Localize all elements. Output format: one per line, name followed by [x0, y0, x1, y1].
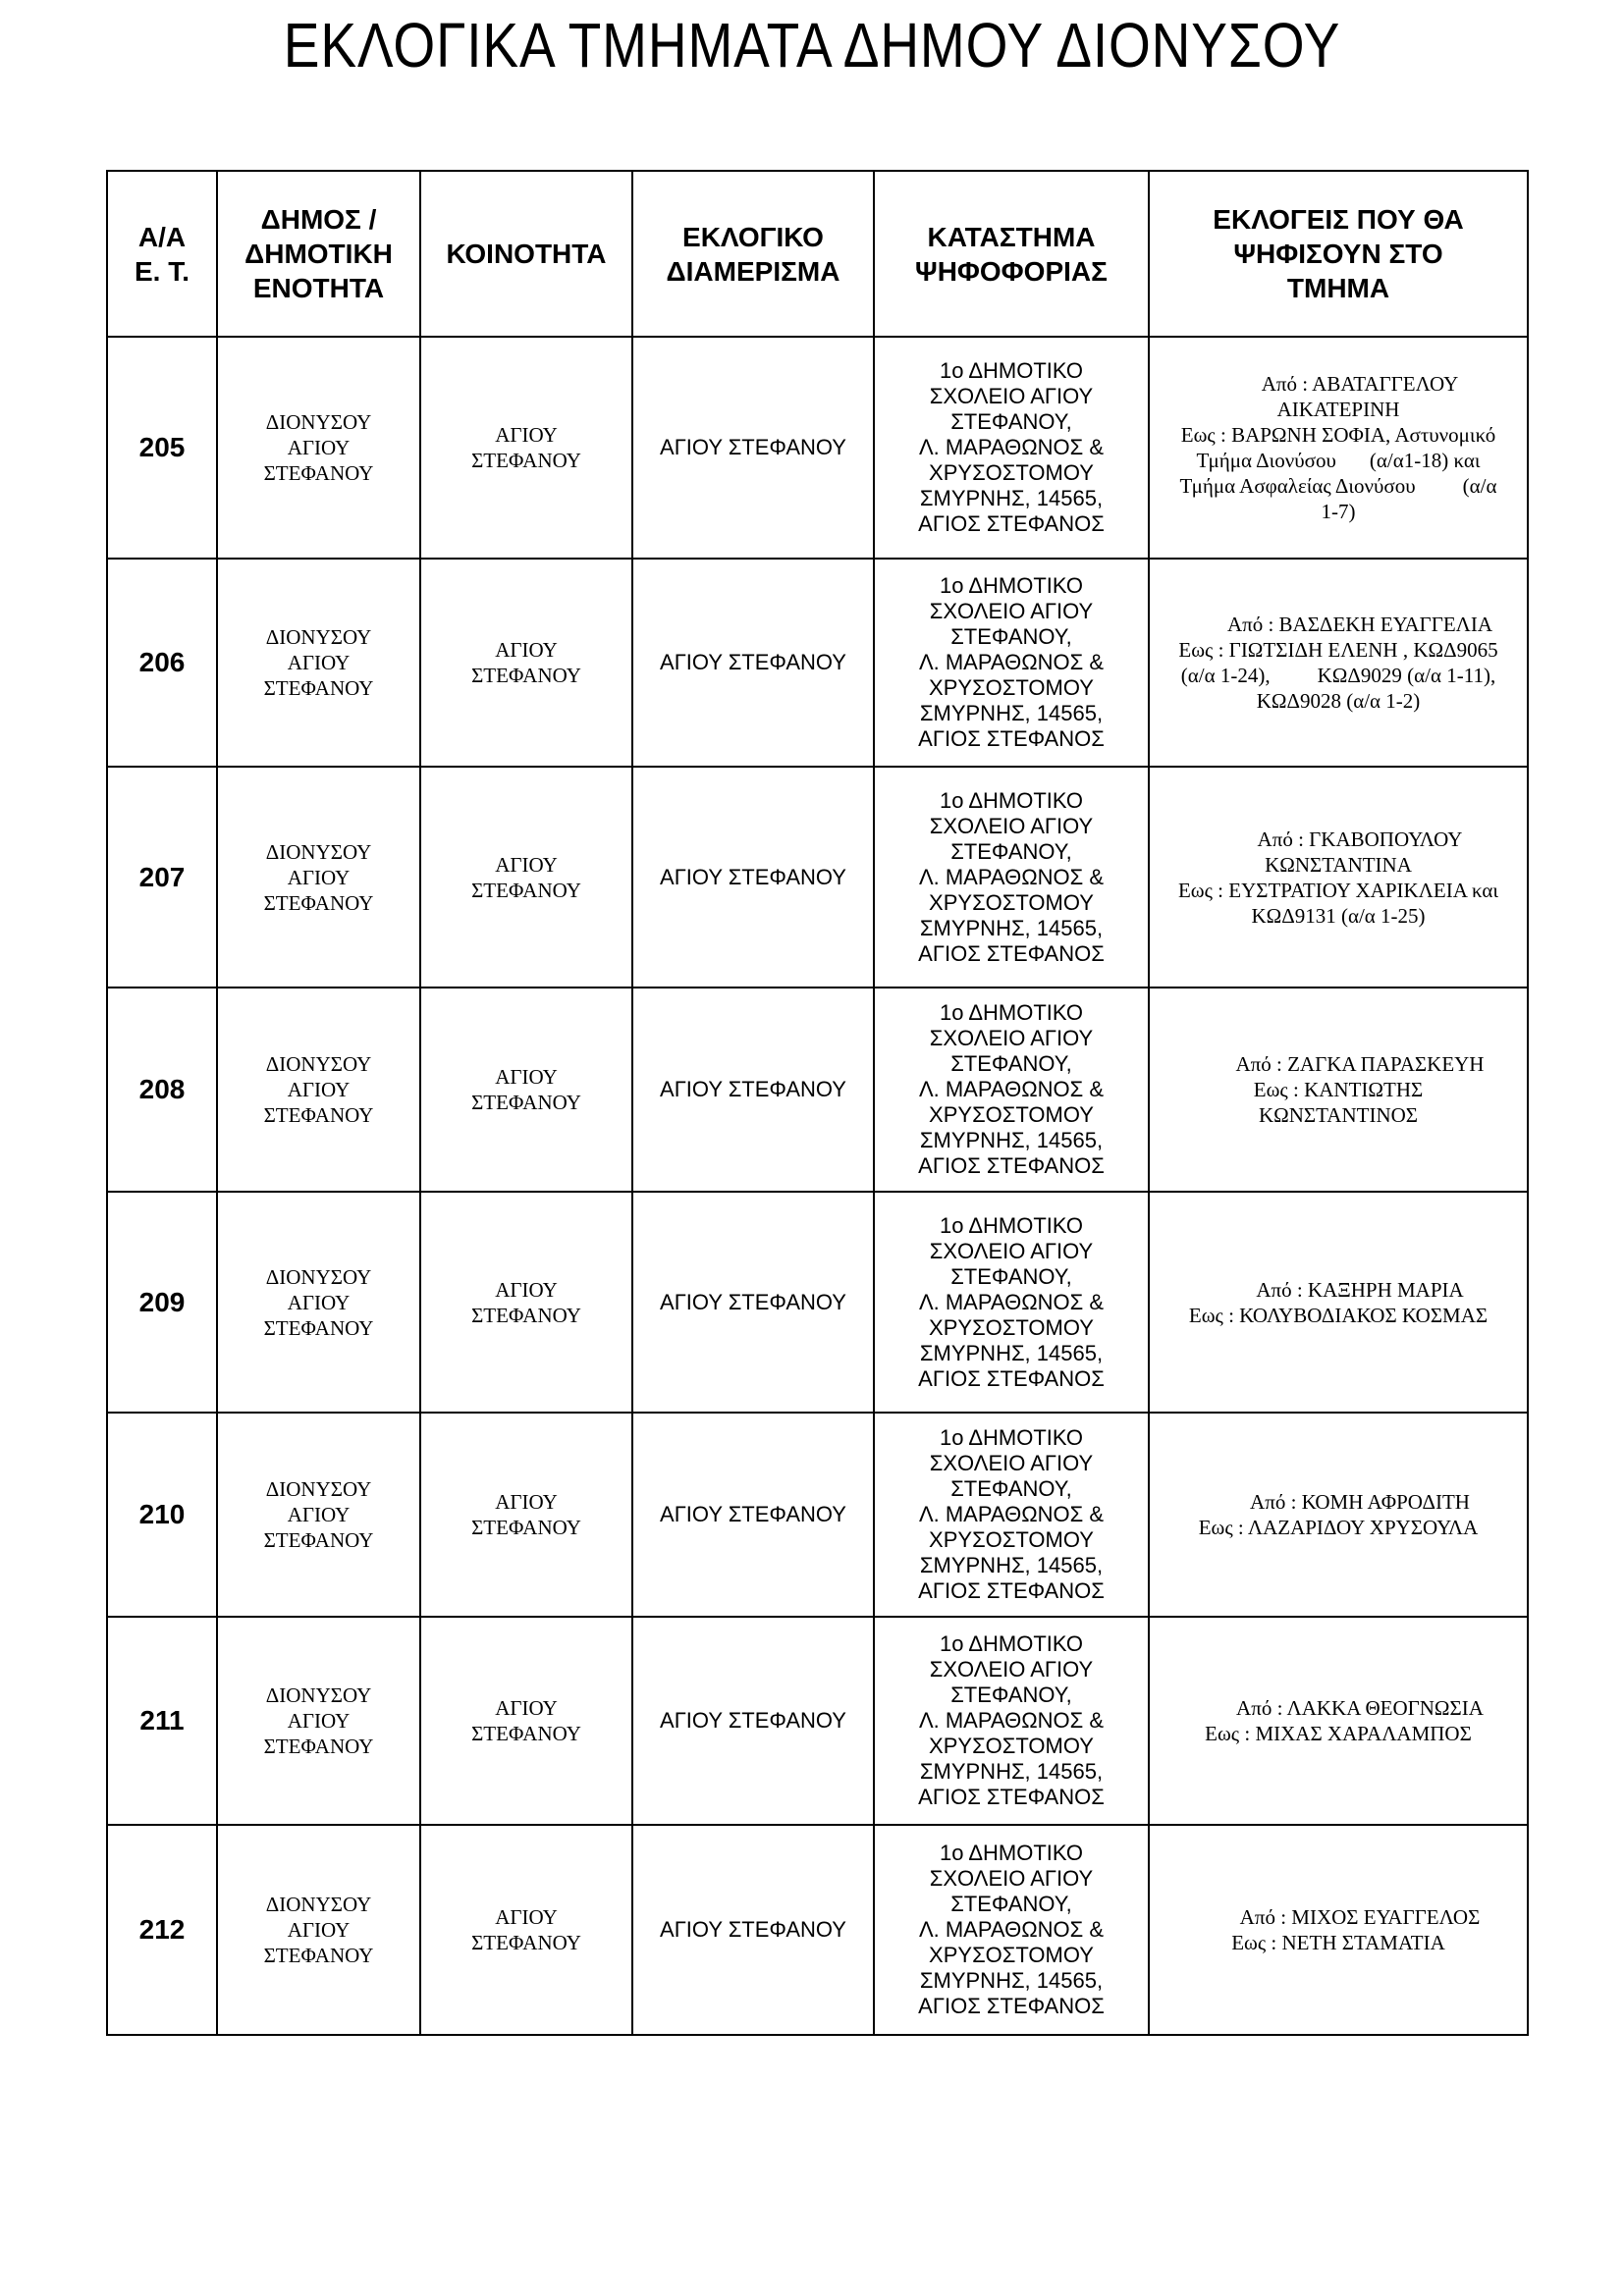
- dimos-cell: ΔΙΟΝΥΣΟΥ ΑΓΙΟΥ ΣΤΕΦΑΝΟΥ: [217, 1192, 420, 1413]
- voters-cell: Από : ΖΑΓΚΑ ΠΑΡΑΣΚΕΥΗ Εως : ΚΑΝΤΙΩΤΗΣ ΚΩΝΣΤΑΝΤΙΝΟΣ: [1149, 988, 1528, 1192]
- koinotita-cell: ΑΓΙΟΥ ΣΤΕΦΑΝΟΥ: [420, 1825, 632, 2035]
- section-number: 206: [107, 559, 217, 767]
- dimos-cell: ΔΙΟΝΥΣΟΥ ΑΓΙΟΥ ΣΤΕΦΑΝΟΥ: [217, 988, 420, 1192]
- section-number: 211: [107, 1617, 217, 1825]
- koinotita-cell: ΑΓΙΟΥ ΣΤΕΦΑΝΟΥ: [420, 559, 632, 767]
- dimos-cell: ΔΙΟΝΥΣΟΥ ΑΓΙΟΥ ΣΤΕΦΑΝΟΥ: [217, 559, 420, 767]
- katastima-cell: 1ο ΔΗΜΟΤΙΚΟ ΣΧΟΛΕΙΟ ΑΓΙΟΥ ΣΤΕΦΑΝΟΥ, Λ. ΜΑΡΑΘΩΝΟΣ & ΧΡΥΣΟΣΤΟΜΟΥ ΣΜΥΡΝΗΣ, 14565, ΑΓΙΟΣ ΣΤΕΦΑΝΟΣ: [874, 559, 1149, 767]
- section-number: 210: [107, 1413, 217, 1617]
- dimos-cell: ΔΙΟΝΥΣΟΥ ΑΓΙΟΥ ΣΤΕΦΑΝΟΥ: [217, 1413, 420, 1617]
- dimos-cell: ΔΙΟΝΥΣΟΥ ΑΓΙΟΥ ΣΤΕΦΑΝΟΥ: [217, 1617, 420, 1825]
- koinotita-cell: ΑΓΙΟΥ ΣΤΕΦΑΝΟΥ: [420, 988, 632, 1192]
- table-row: [107, 988, 1528, 1192]
- section-number: 208: [107, 988, 217, 1192]
- diamerisma-cell: ΑΓΙΟΥ ΣΤΕΦΑΝΟΥ: [632, 1825, 874, 2035]
- katastima-cell: 1ο ΔΗΜΟΤΙΚΟ ΣΧΟΛΕΙΟ ΑΓΙΟΥ ΣΤΕΦΑΝΟΥ, Λ. ΜΑΡΑΘΩΝΟΣ & ΧΡΥΣΟΣΤΟΜΟΥ ΣΜΥΡΝΗΣ, 14565, ΑΓΙΟΣ ΣΤΕΦΑΝΟΣ: [874, 1192, 1149, 1413]
- diamerisma-cell: ΑΓΙΟΥ ΣΤΕΦΑΝΟΥ: [632, 1617, 874, 1825]
- koinotita-cell: ΑΓΙΟΥ ΣΤΕΦΑΝΟΥ: [420, 1192, 632, 1413]
- table-row: [107, 337, 1528, 559]
- header-diamerisma: ΕΚΛΟΓΙΚΟ ΔΙΑΜΕΡΙΣΜΑ: [632, 171, 874, 337]
- diamerisma-cell: ΑΓΙΟΥ ΣΤΕΦΑΝΟΥ: [632, 559, 874, 767]
- katastima-cell: 1ο ΔΗΜΟΤΙΚΟ ΣΧΟΛΕΙΟ ΑΓΙΟΥ ΣΤΕΦΑΝΟΥ, Λ. ΜΑΡΑΘΩΝΟΣ & ΧΡΥΣΟΣΤΟΜΟΥ ΣΜΥΡΝΗΣ, 14565, ΑΓΙΟΣ ΣΤΕΦΑΝΟΣ: [874, 767, 1149, 988]
- table-header-row: [107, 171, 1528, 337]
- table-row: [107, 559, 1528, 767]
- section-number: 207: [107, 767, 217, 988]
- header-koinotita: ΚΟΙΝΟΤΗΤΑ: [420, 171, 632, 337]
- diamerisma-cell: ΑΓΙΟΥ ΣΤΕΦΑΝΟΥ: [632, 767, 874, 988]
- page-title: ΕΚΛΟΓΙΚΑ ΤΜΗΜΑΤΑ ΔΗΜΟΥ ΔΙΟΝΥΣΟΥ: [283, 10, 1341, 80]
- header-dimos: ΔΗΜΟΣ / ΔΗΜΟΤΙΚΗ ΕΝΟΤΗΤΑ: [217, 171, 420, 337]
- diamerisma-cell: ΑΓΙΟΥ ΣΤΕΦΑΝΟΥ: [632, 988, 874, 1192]
- koinotita-cell: ΑΓΙΟΥ ΣΤΕΦΑΝΟΥ: [420, 337, 632, 559]
- section-number: 205: [107, 337, 217, 559]
- voters-cell: Από : ΚΑΞΗΡΗ ΜΑΡΙΑ Εως : ΚΟΛΥΒΟΔΙΑΚΟΣ ΚΟΣΜΑΣ: [1149, 1192, 1528, 1413]
- header-aa: Α/Α Ε. Τ.: [107, 171, 217, 337]
- katastima-cell: 1ο ΔΗΜΟΤΙΚΟ ΣΧΟΛΕΙΟ ΑΓΙΟΥ ΣΤΕΦΑΝΟΥ, Λ. ΜΑΡΑΘΩΝΟΣ & ΧΡΥΣΟΣΤΟΜΟΥ ΣΜΥΡΝΗΣ, 14565, ΑΓΙΟΣ ΣΤΕΦΑΝΟΣ: [874, 1825, 1149, 2035]
- header-katastima: ΚΑΤΑΣΤΗΜΑ ΨΗΦΟΦΟΡΙΑΣ: [874, 171, 1149, 337]
- katastima-cell: 1ο ΔΗΜΟΤΙΚΟ ΣΧΟΛΕΙΟ ΑΓΙΟΥ ΣΤΕΦΑΝΟΥ, Λ. ΜΑΡΑΘΩΝΟΣ & ΧΡΥΣΟΣΤΟΜΟΥ ΣΜΥΡΝΗΣ, 14565, ΑΓΙΟΣ ΣΤΕΦΑΝΟΣ: [874, 1617, 1149, 1825]
- voters-cell: Από : ΑΒΑΤΑΓΓΕΛΟΥ ΑΙΚΑΤΕΡΙΝΗ Εως : ΒΑΡΩΝΗ ΣΟΦΙΑ, Αστυνομικό Τμήμα Διονύσου (α/α1-18) και Τμήμα Ασφαλείας Διονύσου (α/α 1-7): [1149, 337, 1528, 559]
- koinotita-cell: ΑΓΙΟΥ ΣΤΕΦΑΝΟΥ: [420, 1617, 632, 1825]
- katastima-cell: 1ο ΔΗΜΟΤΙΚΟ ΣΧΟΛΕΙΟ ΑΓΙΟΥ ΣΤΕΦΑΝΟΥ, Λ. ΜΑΡΑΘΩΝΟΣ & ΧΡΥΣΟΣΤΟΜΟΥ ΣΜΥΡΝΗΣ, 14565, ΑΓΙΟΣ ΣΤΕΦΑΝΟΣ: [874, 337, 1149, 559]
- table-row: [107, 767, 1528, 988]
- table-row: [107, 1825, 1528, 2035]
- diamerisma-cell: ΑΓΙΟΥ ΣΤΕΦΑΝΟΥ: [632, 1413, 874, 1617]
- section-number: 209: [107, 1192, 217, 1413]
- table-row: [107, 1413, 1528, 1617]
- diamerisma-cell: ΑΓΙΟΥ ΣΤΕΦΑΝΟΥ: [632, 337, 874, 559]
- table-row: [107, 1192, 1528, 1413]
- voters-cell: Από : ΚΟΜΗ ΑΦΡΟΔΙΤΗ Εως : ΛΑΖΑΡΙΔΟΥ ΧΡΥΣΟΥΛΑ: [1149, 1413, 1528, 1617]
- polling-stations-table: [106, 170, 1529, 2036]
- voters-cell: Από : ΓΚΑΒΟΠΟΥΛΟΥ ΚΩΝΣΤΑΝΤΙΝΑ Εως : ΕΥΣΤΡΑΤΙΟΥ ΧΑΡΙΚΛΕΙΑ και ΚΩΔ9131 (α/α 1-25): [1149, 767, 1528, 988]
- katastima-cell: 1ο ΔΗΜΟΤΙΚΟ ΣΧΟΛΕΙΟ ΑΓΙΟΥ ΣΤΕΦΑΝΟΥ, Λ. ΜΑΡΑΘΩΝΟΣ & ΧΡΥΣΟΣΤΟΜΟΥ ΣΜΥΡΝΗΣ, 14565, ΑΓΙΟΣ ΣΤΕΦΑΝΟΣ: [874, 988, 1149, 1192]
- table-row: [107, 1617, 1528, 1825]
- koinotita-cell: ΑΓΙΟΥ ΣΤΕΦΑΝΟΥ: [420, 767, 632, 988]
- dimos-cell: ΔΙΟΝΥΣΟΥ ΑΓΙΟΥ ΣΤΕΦΑΝΟΥ: [217, 337, 420, 559]
- dimos-cell: ΔΙΟΝΥΣΟΥ ΑΓΙΟΥ ΣΤΕΦΑΝΟΥ: [217, 767, 420, 988]
- header-ekloges: ΕΚΛΟΓΕΙΣ ΠΟΥ ΘΑ ΨΗΦΙΣΟΥΝ ΣΤΟ ΤΜΗΜΑ: [1149, 171, 1528, 337]
- diamerisma-cell: ΑΓΙΟΥ ΣΤΕΦΑΝΟΥ: [632, 1192, 874, 1413]
- voters-cell: Από : ΒΑΣΔΕΚΗ ΕΥΑΓΓΕΛΙΑ Εως : ΓΙΩΤΣΙΔΗ ΕΛΕΝΗ , ΚΩΔ9065 (α/α 1-24), ΚΩΔ9029 (α/α 1-11), ΚΩΔ9028 (α/α 1-2): [1149, 559, 1528, 767]
- koinotita-cell: ΑΓΙΟΥ ΣΤΕΦΑΝΟΥ: [420, 1413, 632, 1617]
- dimos-cell: ΔΙΟΝΥΣΟΥ ΑΓΙΟΥ ΣΤΕΦΑΝΟΥ: [217, 1825, 420, 2035]
- section-number: 212: [107, 1825, 217, 2035]
- katastima-cell: 1ο ΔΗΜΟΤΙΚΟ ΣΧΟΛΕΙΟ ΑΓΙΟΥ ΣΤΕΦΑΝΟΥ, Λ. ΜΑΡΑΘΩΝΟΣ & ΧΡΥΣΟΣΤΟΜΟΥ ΣΜΥΡΝΗΣ, 14565, ΑΓΙΟΣ ΣΤΕΦΑΝΟΣ: [874, 1413, 1149, 1617]
- voters-cell: Από : ΛΑΚΚΑ ΘΕΟΓΝΩΣΙΑ Εως : ΜΙΧΑΣ ΧΑΡΑΛΑΜΠΟΣ: [1149, 1617, 1528, 1825]
- voters-cell: Από : ΜΙΧΟΣ ΕΥΑΓΓΕΛΟΣ Εως : ΝΕΤΗ ΣΤΑΜΑΤΙΑ: [1149, 1825, 1528, 2035]
